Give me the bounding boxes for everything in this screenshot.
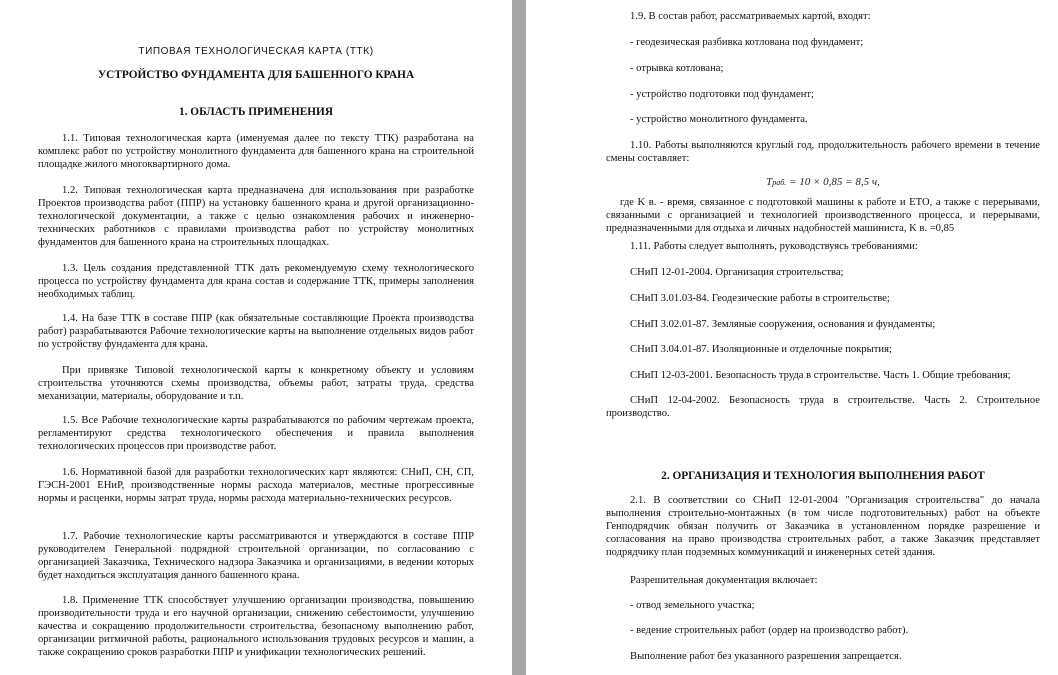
work-time-formula [606, 176, 1040, 188]
norm-item: СНиП 12-01-2004. Организация строительства; [630, 267, 844, 278]
paragraph-1-5: 1.5. Все Рабочие технологические карты разрабатываются по рабочим чертежам проекта, регламентируют средства технологического обеспечения и правила выполнения технологических процессов при производстве работ. [38, 415, 474, 452]
list-item: - геодезическая разбивка котлована под фундамент; [630, 37, 864, 48]
formula-subscript: раб. [772, 178, 787, 187]
formula-symbol: T [766, 176, 773, 188]
norm-item: СНиП 12-04-2002. Безопасность труда в строительстве. Часть 2. Строительное производство. [606, 395, 1040, 419]
formula-explanation: где K в. - время, связанное с подготовкой машины к работе и ЕТО, а также с перерывами, связанными с организацией и технологией производственного процесса, и перерывами, предназначенными для отдыха и личных надобностей машиниста, K в. =0,85 [606, 197, 1040, 234]
page-divider [512, 0, 526, 675]
list-item: - ведение строительных работ (ордер на производство работ). [630, 625, 909, 636]
norm-item: СНиП 3.04.01-87. Изоляционные и отделочные покрытия; [630, 344, 892, 355]
list-item: - устройство монолитного фундамента. [630, 114, 808, 125]
paragraph-1-11: 1.11. Работы следует выполнять, руководствуясь требованиями: [630, 241, 918, 252]
paragraph-1-8: 1.8. Применение ТТК способствует улучшению организации производства, повышению производительности труда и его научной организации, снижению себестоимости, улучшению качества и сокращению продолжительности строительства, безопасному выполнению работ, организации ритмичной работы, рационального использования трудовых ресурсов и машин, а также сокращению сроков разработки ППР и унификации технологических решений. [38, 595, 474, 658]
document-page-right [526, 0, 1058, 675]
section-1-heading: 1. ОБЛАСТЬ ПРИМЕНЕНИЯ [179, 106, 333, 118]
paragraph-1-4: 1.4. На базе ТТК в составе ППР (как обязательные составляющие Проекта производства работ) разрабатываются Рабочие технологические карты на выполнение отдельных видов работ по устройству фундамента для крана. [38, 313, 474, 350]
final-note: Выполнение работ без указанного разрешения запрещается. [630, 651, 902, 662]
list-item: - отвод земельного участка; [630, 600, 755, 611]
document-page-left [0, 0, 512, 675]
paragraph-1-3: 1.3. Цель создания представленной ТТК дать рекомендуемую схему технологического процесса по устройству фундамента для крана состав и содержание ТТК, примеры заполнения необходимых таблиц. [38, 263, 474, 300]
paragraph-1-2: 1.2. Типовая технологическая карта предназначена для использования при разработке Проектов производства работ (ППР) на установку башенного крана и другой организационно-технологической документации, а также с целью ознакомления рабочих и инженерно-технических работников с правилами производства работ по устройству монолитных фундаментов для башенного крана на строительных площадках. [38, 185, 474, 248]
paragraph-1-6: 1.6. Нормативной базой для разработки технологических карт являются: СНиП, СН, СП, ГЭСН-2001 ЕНиР, производственные нормы расхода материалов, местные прогрессивные нормы и расценки, нормы затрат труда, нормы расхода материально-технических ресурсов. [38, 467, 474, 504]
paragraph-2-1: 2.1. В соответствии со СНиП 12-01-2004 "Организация строительства" до начала выполнения строительно-монтажных (в том числе подготовительных) работ на объекте Генподрядчик обязан получить от Заказчика в установленном порядке разрешение и согласования на право производства строительных работ, а также Заказчик представляет подрядчику план подземных коммуникаций и инженерных сетей здания. [606, 495, 1040, 558]
norm-item: СНиП 12-03-2001. Безопасность труда в строительстве. Часть 1. Общие требования; [630, 370, 1011, 381]
list-item: - устройство подготовки под фундамент; [630, 89, 814, 100]
paragraph-1-10: 1.10. Работы выполняются круглый год, продолжительность рабочего времени в течение смены составляет: [606, 140, 1040, 164]
norm-item: СНиП 3.01.03-84. Геодезические работы в строительстве; [630, 293, 890, 304]
document-title: УСТРОЙСТВО ФУНДАМЕНТА ДЛЯ БАШЕННОГО КРАНА [97, 69, 415, 81]
document-type: ТИПОВАЯ ТЕХНОЛОГИЧЕСКАЯ КАРТА (ТТК) [138, 46, 374, 57]
paragraph-binding: При привязке Типовой технологической карты к конкретному объекту и условиям строительства уточняются схемы производства, объемы работ, затраты труда, средства механизации, материалы, оборудование и т.п. [38, 365, 474, 402]
formula-expression: = 10 × 0,85 = 8,5 ч, [789, 176, 880, 188]
paragraph-1-1: 1.1. Типовая технологическая карта (именуемая далее по тексту ТТК) разработана на комплекс работ по устройству монолитного фундамента для башенного крана на строительной площадке жилого многоквартирного дома. [38, 133, 474, 170]
paragraph-1-7: 1.7. Рабочие технологические карты рассматриваются и утверждаются в составе ППР руководителем Генеральной подрядной строительной организации, по согласованию с организацией Заказчика, Технического надзора Заказчика и организациями, в ведении которых будет находиться эксплуатация данного башенного крана. [38, 531, 474, 581]
norm-item: СНиП 3.02.01-87. Земляные сооружения, основания и фундаменты; [630, 319, 936, 330]
permits-intro: Разрешительная документация включает: [630, 575, 818, 586]
list-item: - отрывка котлована; [630, 63, 724, 74]
paragraph-1-9: 1.9. В состав работ, рассматриваемых картой, входят: [630, 11, 871, 22]
section-2-heading: 2. ОРГАНИЗАЦИЯ И ТЕХНОЛОГИЯ ВЫПОЛНЕНИЯ РАБОТ [661, 470, 985, 482]
